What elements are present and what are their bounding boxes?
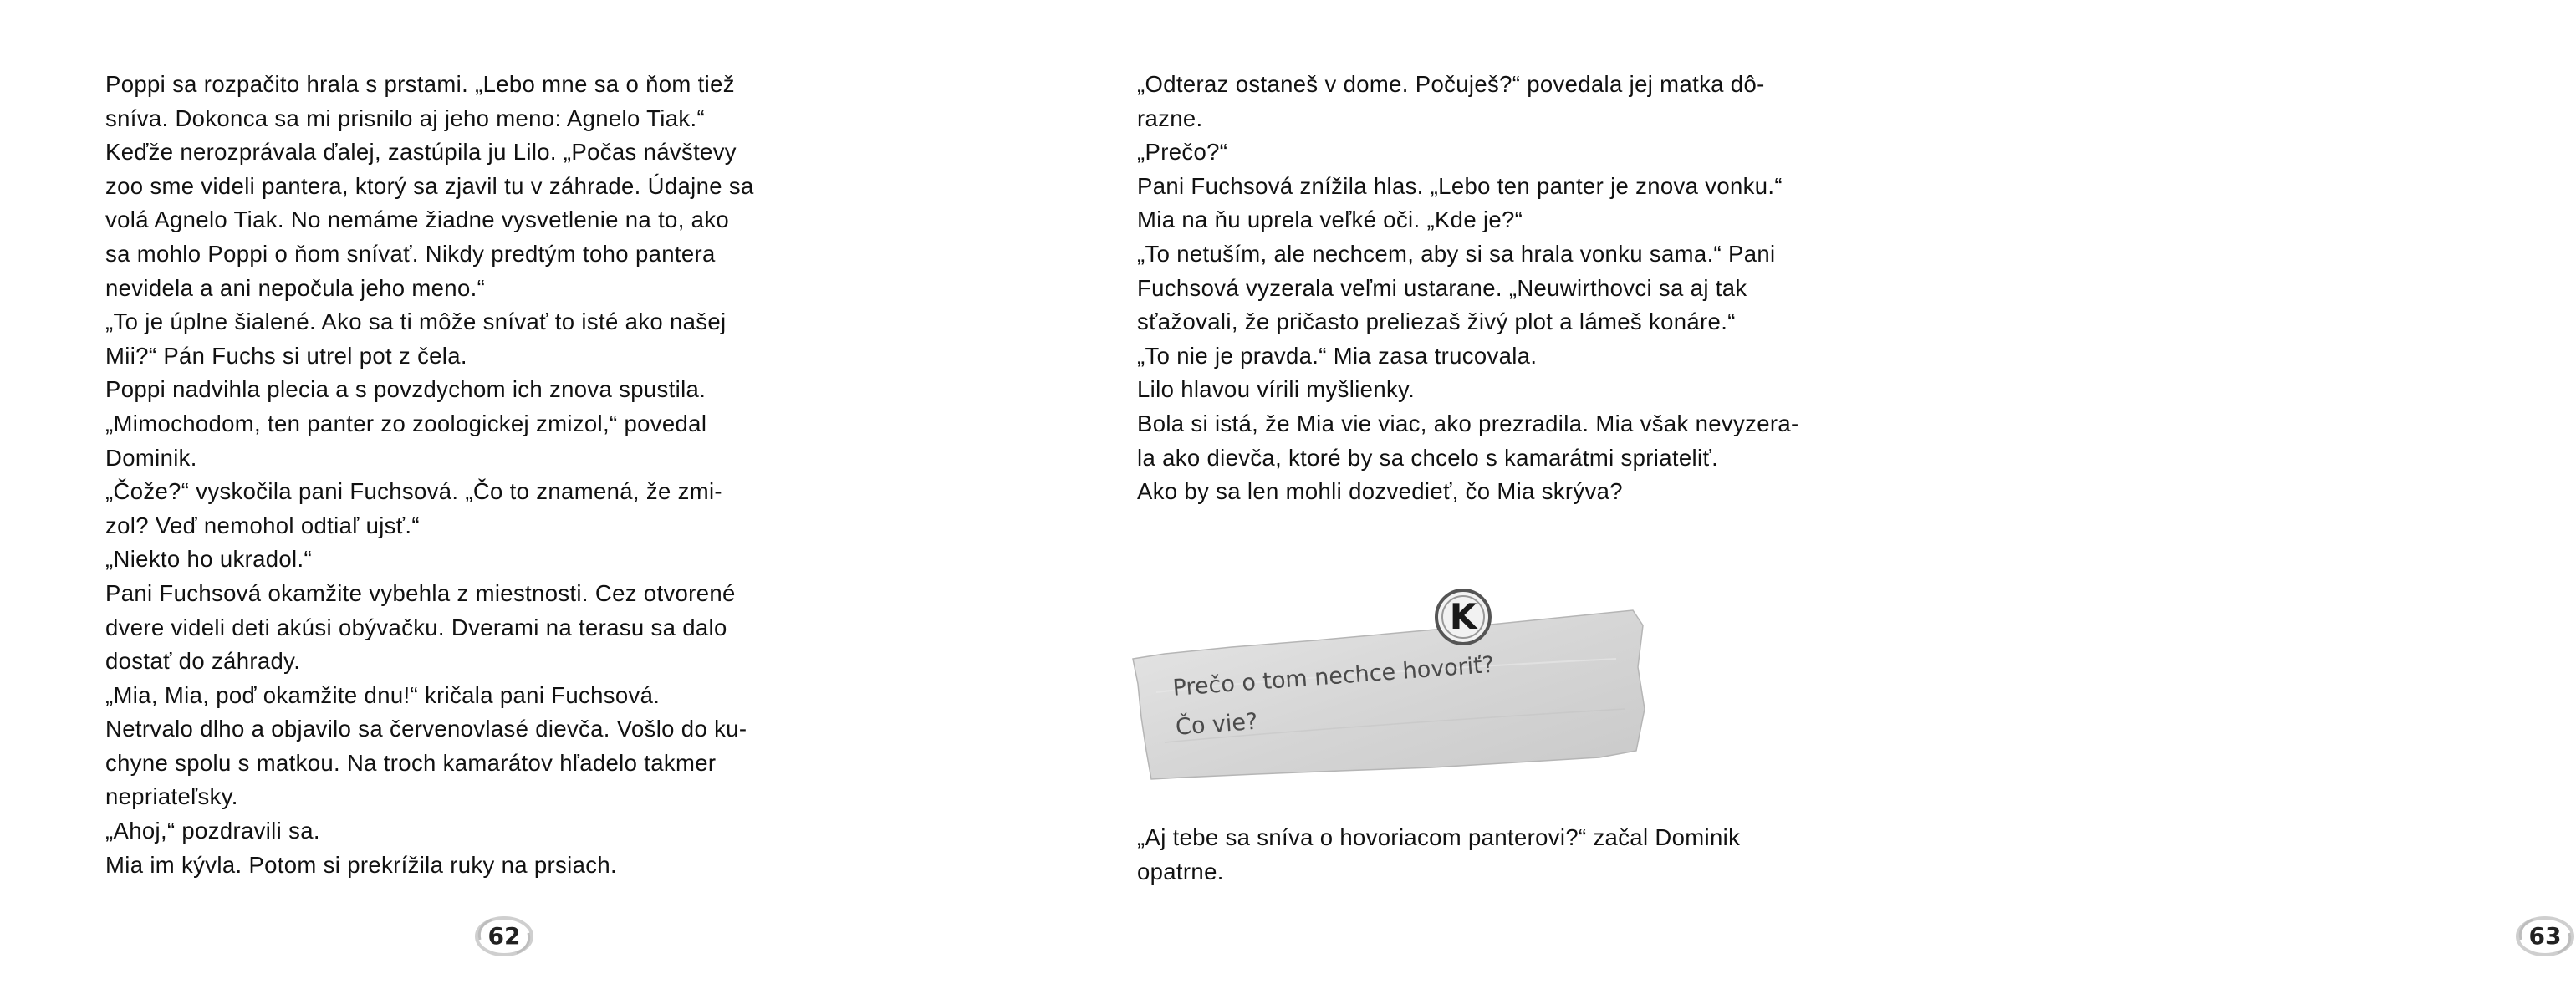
text-line: zol? Veď nemohol odtiaľ ujsť.“ — [105, 512, 420, 538]
text-line: Mii?“ Pán Fuchs si utrel pot z čela. — [105, 342, 467, 369]
text-line: Lilo hlavou vírili myšlienky. — [1137, 376, 1416, 403]
text-line: „Aj tebe sa sníva o hovoriacom panterovi?“ začal Dominik — [1137, 824, 1741, 850]
left-page-text — [105, 68, 908, 882]
text-line: nepriateľsky. — [105, 783, 238, 810]
page-number-62 — [473, 915, 535, 958]
text-line: Netrvalo dlho a objavilo sa červenovlasé dievča. Vošlo do ku- — [105, 716, 747, 742]
text-line: Poppi sa rozpačito hrala s prstami. „Lebo mne sa o ňom tiež — [105, 71, 735, 97]
text-line: „Ahoj,“ pozdravili sa. — [105, 818, 320, 844]
page-number-text: 62 — [487, 922, 521, 950]
text-line: chyne spolu s matkou. Na troch kamarátov hľadelo takmer — [105, 749, 717, 776]
text-line: „Mia, Mia, poď okamžite dnu!“ kričala pani Fuchsová. — [105, 681, 661, 708]
page-number-text: 63 — [2528, 922, 2562, 950]
clue-badge — [1434, 588, 1492, 646]
text-line: zoo sme videli pantera, ktorý sa zjavil tu v záhrade. Údajne sa — [105, 172, 754, 199]
text-line: sníva. Dokonca sa mi prisnilo aj jeho meno: Agnelo Tiak.“ — [105, 105, 705, 131]
text-line: Mia im kývla. Potom si prekrížila ruky na prsiach. — [105, 851, 617, 878]
text-line: Fuchsová vyzerala veľmi ustarane. „Neuwirthovci sa aj tak — [1137, 274, 1747, 301]
text-line: Mia na ňu uprela veľké oči. „Kde je?“ — [1137, 206, 1523, 233]
text-line: Dominik. — [105, 444, 197, 471]
clue-line: Prečo o tom nechce hovoriť? — [1171, 651, 1496, 701]
right-page-text — [1137, 68, 1940, 509]
text-line: „To netuším, ale nechcem, aby si sa hrala vonku sama.“ Pani — [1137, 240, 1776, 267]
text-line: „Čože?“ vyskočila pani Fuchsová. „Čo to znamená, že zmi- — [105, 478, 722, 505]
text-line: sa mohlo Poppi o ňom snívať. Nikdy predtým toho pantera — [105, 240, 716, 267]
text-line: Ako by sa len mohli dozvedieť, čo Mia skrýva? — [1137, 478, 1623, 505]
text-line: Keďže nerozprávala ďalej, zastúpila ju Lilo. „Počas návštevy — [105, 139, 737, 166]
clue-badge-letter: K — [1449, 596, 1477, 637]
text-line: „To nie je pravda.“ Mia zasa trucovala. — [1137, 342, 1538, 369]
right-page-text-bottom — [1137, 821, 1940, 889]
text-line: dvere videli deti akúsi obývačku. Dverami na terasu sa dalo — [105, 614, 727, 640]
text-line: Pani Fuchsová okamžite vybehla z miestnosti. Cez otvorené — [105, 579, 736, 606]
text-line: nevidela a ani nepočula jeho meno.“ — [105, 274, 486, 301]
text-line: sťažovali, že pričasto preliezaš živý plot a lámeš konáre.“ — [1137, 308, 1736, 335]
text-line: Poppi nadvihla plecia a s povzdychom ich znova spustila. — [105, 376, 706, 403]
text-line: „Odteraz ostaneš v dome. Počuješ?“ povedala jej matka dô- — [1137, 71, 1765, 97]
text-line: dostať do záhrady. — [105, 648, 301, 675]
text-line: la ako dievča, ktoré by sa chcelo s kamarátmi spriateliť. — [1137, 444, 1719, 471]
page-number-63 — [2514, 915, 2576, 958]
text-line: „To je úplne šialené. Ako sa ti môže snívať to isté ako našej — [105, 308, 727, 335]
text-line: opatrne. — [1137, 858, 1224, 885]
text-line: „Niekto ho ukradol.“ — [105, 546, 312, 573]
right-page — [1018, 0, 2562, 984]
text-line: Bola si istá, že Mia vie viac, ako prezradila. Mia však nevyzera- — [1137, 410, 1799, 436]
text-line: volá Agnelo Tiak. No nemáme žiadne vysvetlenie na to, ako — [105, 206, 730, 233]
text-line: Pani Fuchsová znížila hlas. „Lebo ten panter je znova vonku.“ — [1137, 172, 1783, 199]
clue-note — [1131, 592, 1650, 784]
clue-line: Čo vie? — [1175, 708, 1259, 741]
text-line: „Prečo?“ — [1137, 139, 1228, 166]
left-page — [0, 0, 1018, 984]
text-line: razne. — [1137, 105, 1203, 131]
text-line: „Mimochodom, ten panter zo zoologickej zmizol,“ povedal — [105, 410, 707, 436]
